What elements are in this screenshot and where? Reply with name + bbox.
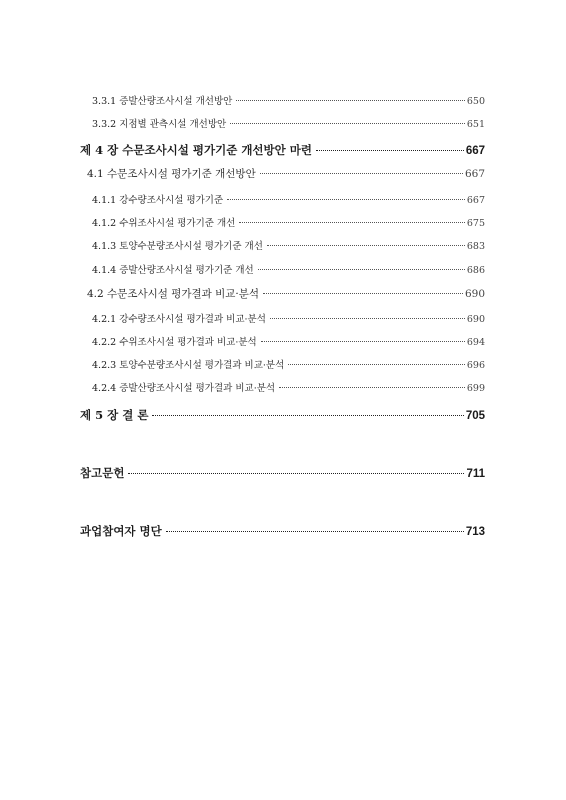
toc-entry-page: 699 [466,383,485,394]
toc-entry-4-2-2[interactable] [92,334,485,348]
toc-entry-page: 675 [466,218,485,229]
toc-entry-page: 690 [466,314,485,325]
toc-entry-4-2[interactable] [87,286,485,301]
dot-leader [288,364,465,365]
dot-leader [267,245,465,246]
toc-entry-page: 683 [466,241,485,252]
dot-leader [260,173,463,174]
dot-leader [128,473,464,474]
toc-entry-chapter-5[interactable] [80,407,485,423]
toc-entry-title: 4.2.4 증발산량조사시설 평가결과 비교·분석 [92,383,276,394]
toc-entry-chapter-4[interactable] [80,142,485,158]
dot-leader [166,531,464,532]
toc-entry-4-1-1[interactable] [92,192,485,206]
dot-leader [316,150,464,151]
toc-entry-title: 과업참여자 명단 [80,524,162,538]
toc-entry-title: 4.2.2 수위조사시설 평가결과 비교·분석 [92,337,257,348]
toc-entry-page: 690 [464,288,485,300]
toc-entry-page: 694 [466,337,485,348]
toc-entry-4-1-4[interactable] [92,262,485,276]
toc-entry-3-3-1[interactable] [92,93,485,107]
dot-leader [227,199,465,200]
toc-entry-page: 686 [466,265,485,276]
toc-entry-title: 3.3.2 지점별 관측시설 개선방안 [92,119,227,130]
toc-entry-page: 667 [464,168,485,180]
toc-entry-3-3-2[interactable] [92,116,485,130]
toc-entry-title: 4.1.4 증발산량조사시설 평가기준 개선 [92,265,254,276]
toc-entry-page: 696 [466,360,485,371]
toc-entry-page: 667 [465,145,485,157]
toc-entry-4-1-2[interactable] [92,215,485,229]
toc-entry-title: 4.2.1 강수량조사시설 평가결과 비교·분석 [92,314,266,325]
toc-entry-page: 650 [466,96,485,107]
dot-leader [236,100,465,101]
dot-leader [239,222,465,223]
toc-entry-title: 참고문헌 [80,466,125,480]
toc-entry-title: 4.1 수문조사시설 평가기준 개선방안 [87,168,256,180]
toc-entry-participants[interactable] [80,523,485,539]
toc-entry-page: 713 [465,526,485,538]
toc-entry-page: 667 [466,195,485,206]
dot-leader [270,318,465,319]
dot-leader [261,341,465,342]
toc-entry-title: 제 5 장 결 론 [80,408,149,422]
toc-entry-title: 4.1.3 토양수분량조사시설 평가기준 개선 [92,241,263,252]
dot-leader [152,415,463,416]
dot-leader [279,387,465,388]
toc-entry-title: 4.2.3 토양수분량조사시설 평가결과 비교·분석 [92,360,285,371]
dot-leader [258,269,465,270]
toc-entry-title: 4.1.1 강수량조사시설 평가기준 [92,195,224,206]
toc-entry-4-2-4[interactable] [92,380,485,394]
toc-entry-4-2-3[interactable] [92,357,485,371]
toc-entry-title: 4.2 수문조사시설 평가결과 비교·분석 [87,288,260,300]
toc-entry-page: 651 [466,119,485,130]
toc-entry-title: 제 4 장 수문조사시설 평가기준 개선방안 마련 [80,143,312,157]
toc-entry-title: 4.1.2 수위조사시설 평가기준 개선 [92,218,236,229]
toc-entry-page: 711 [466,468,485,480]
toc-entry-title: 3.3.1 증발산량조사시설 개선방안 [92,96,233,107]
toc-entry-4-1-3[interactable] [92,238,485,252]
toc-entry-page: 705 [465,410,485,422]
dot-leader [230,123,465,124]
toc-entry-4-2-1[interactable] [92,311,485,325]
dot-leader [263,293,463,294]
toc-entry-references[interactable] [80,465,485,481]
toc-entry-4-1[interactable] [87,166,485,181]
